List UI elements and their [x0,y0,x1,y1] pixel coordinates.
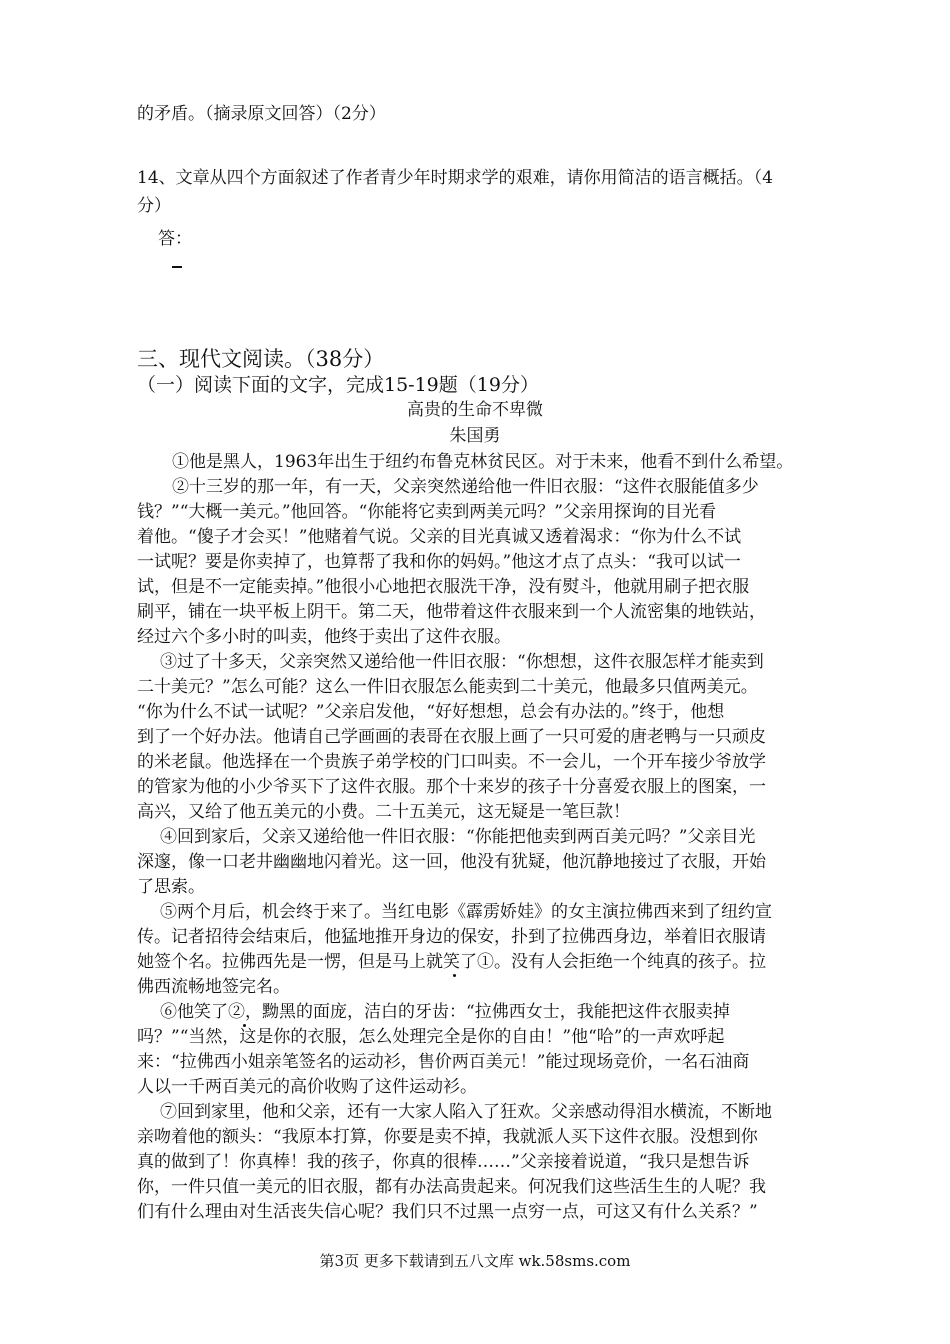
emphasis-dot [453,974,456,977]
paragraph-line: 佛西流畅地签完名。 [137,977,290,997]
paragraph-line: “你为什么不试一试呢？”父亲启发他，“好好想想，总会有办法的。”终于，他想 [137,702,725,722]
paragraph-line: 一试呢？要是你卖掉了，也算帮了我和你的妈妈。”他这才点了点头：“我可以试一 [137,552,741,572]
paragraph-line: 传。记者招待会结束后，他猛地推开身边的保安，扑到了拉佛西身边，举着旧衣服请 [137,927,766,947]
section-title: 三、现代文阅读。（38分） [137,347,385,371]
paragraph-line: 人以一千两百美元的高价收购了这件运动衫。 [137,1077,477,1097]
article-author: 朱国勇 [449,426,501,446]
paragraph-line: 二十美元？”怎么可能？这么一件旧衣服怎么能卖到二十美元，他最多只值两美元。 [137,677,758,697]
answer-label: 答： [158,229,192,249]
paragraph-line: 高兴，又给了他五美元的小费。二十五美元，这无疑是一笔巨款！ [137,802,630,822]
paragraph-line: 来：“拉佛西小姐亲笔签名的运动衫，售价两百美元！”能过现场竞价，一名石油商 [137,1052,750,1072]
paragraph-line: ⑤两个月后，机会终于来了。当红电影《霹雳娇娃》的女主演拉佛西来到了纽约宣 [160,902,772,922]
paragraph-line: 她签个名。拉佛西先是一愣，但是马上就笑了①。没有人会拒绝一个纯真的孩子。拉 [137,952,766,972]
paragraph-line: ③过了十多天，父亲突然又递给他一件旧衣服：“你想想，这件衣服怎样才能卖到 [160,652,764,672]
paragraph-line: 钱？”“大概一美元。”他回答。“你能将它卖到两美元吗？”父亲用探询的目光看 [137,502,716,522]
text-line-prev-question: 的矛盾。（摘录原文回答）（2分） [137,104,386,124]
paragraph-line: 的米老鼠。他选择在一个贵族子弟学校的门口叫卖。不一会儿，一个开车接少爷放学 [137,752,766,772]
paragraph-line: ⑥他笑了②，黝黑的面庞，洁白的牙齿：“拉佛西女士，我能把这件衣服卖掉 [160,1002,730,1022]
paragraph-line: 刷平，铺在一块平板上阴干。第二天，他带着这件衣服来到一个人流密集的地铁站， [137,602,766,622]
paragraph-line: 了思索。 [137,877,205,897]
paragraph-line: 到了一个好办法。他请自己学画画的表哥在衣服上画了一只可爱的唐老鸭与一只顽皮 [137,727,766,747]
paragraph-line: 试，但是不一定能卖掉。”他很小心地把衣服洗干净，没有熨斗，他就用刷子把衣服 [137,577,750,597]
paragraph-line: 的管家为他的小少爷买下了这件衣服。那个十来岁的孩子十分喜爱衣服上的图案，一 [137,777,766,797]
subsection-title: （一）阅读下面的文字，完成15-19题（19分） [137,374,539,396]
paragraph-line: ①他是黑人，1963年出生于纽约布鲁克林贫民区。对于未来，他看不到什么希望。 [172,452,794,472]
question-14-line-1: 14、文章从四个方面叙述了作者青少年时期求学的艰难，请你用简洁的语言概括。（4 [137,168,773,188]
paragraph-line: 深邃，像一口老井幽幽地闪着光。这一回，他没有犹疑，他沉静地接过了衣服，开始 [137,852,766,872]
paragraph-line: ②十三岁的那一年，有一天，父亲突然递给他一件旧衣服：“这件衣服能值多少 [172,477,759,497]
page-footer: 第3页 更多下载请到五八文库 wk.58sms.com [319,1252,631,1270]
article-title: 高贵的生命不卑微 [407,400,543,420]
paragraph-line: 着他。“傻子才会买！”他赌着气说。父亲的目光真诚又透着渴求：“你为什么不试 [137,527,742,547]
paragraph-line: 吗？”“当然，这是你的衣服，怎么处理完全是你的自由！”他“哈”的一声欢呼起 [137,1027,725,1047]
answer-dash [172,266,182,268]
paragraph-line: 真的做到了！你真棒！我的孩子，你真的很棒……”父亲接着说道，“我只是想告诉 [137,1152,750,1172]
paragraph-line: 经过六个多小时的叫卖，他终于卖出了这件衣服。 [137,627,511,647]
paragraph-line: 们有什么理由对生活丧失信心呢？我们只不过黑一点穷一点，可这又有什么关系？” [137,1202,758,1222]
paragraph-line: 你，一件只值一美元的旧衣服，都有办法高贵起来。何况我们这些活生生的人呢？我 [137,1177,766,1197]
question-14-line-2: 分） [137,196,171,216]
paragraph-line: ⑦回到家里，他和父亲，还有一大家人陷入了狂欢。父亲感动得泪水横流，不断地 [160,1102,772,1122]
paragraph-line: 亲吻着他的额头：“我原本打算，你要是卖不掉，我就派人买下这件衣服。没想到你 [137,1127,758,1147]
paragraph-line: ④回到家后，父亲又递给他一件旧衣服：“你能把他卖到两百美元吗？”父亲目光 [160,827,756,847]
